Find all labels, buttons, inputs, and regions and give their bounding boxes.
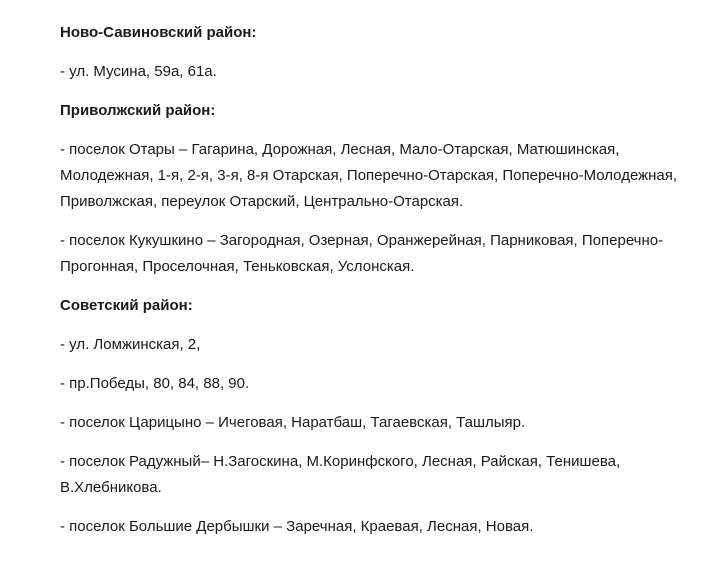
list-item: - ул. Ломжинская, 2, [60, 336, 201, 353]
list-item: - поселок Большие Дербышки – Заречная, Краевая, Лесная, Новая. [60, 518, 534, 535]
list-item: - ул. Мусина, 59а, 61а. [60, 63, 217, 80]
list-item: - поселок Кукушкино – Загородная, Озерная, Оранжерейная, Парниковая, Поперечно-Прогонная, Проселочная, Теньковская, Услонская. [60, 232, 664, 275]
document-body [60, 20, 710, 553]
section-heading-novo-savinovsky: Ново-Савиновский район: [60, 24, 257, 41]
section-heading-sovetsky: Советский район: [60, 297, 193, 314]
list-item: - поселок Радужный– Н.Загоскина, М.Коринфского, Лесная, Райская, Тенишева, В.Хлебникова. [60, 453, 621, 496]
list-item: - поселок Отары – Гагарина, Дорожная, Лесная, Мало-Отарская, Матюшинская, Молодежная, 1-я, 2-я, 3-я, 8-я Отарская, Поперечно-Отарская, Поперечно-Молодежная, Приволжская, переулок Отарский, Центрально-Отарская. [60, 141, 678, 210]
section-heading-privolzhsky: Приволжский район: [60, 102, 216, 119]
list-item: - пр.Победы, 80, 84, 88, 90. [60, 375, 250, 392]
list-item: - поселок Царицыно – Ичеговая, Наратбаш, Тагаевская, Ташлыяр. [60, 414, 526, 431]
